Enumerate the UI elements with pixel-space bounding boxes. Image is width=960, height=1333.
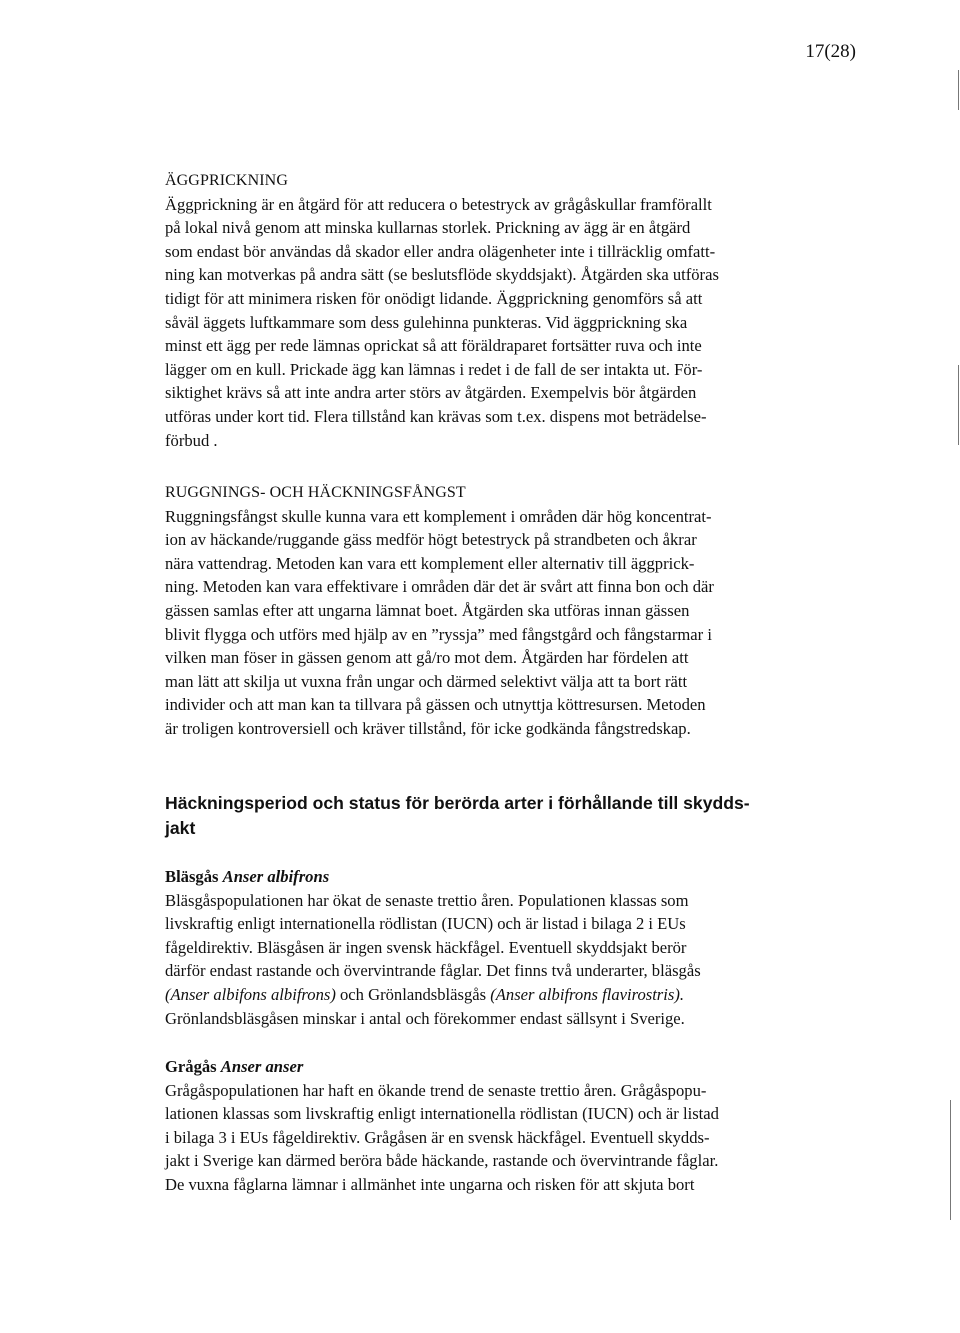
species-gragas <box>165 1055 781 1197</box>
section-title-line: Häckningsperiod och status för berörda arter i förhållande till skydds- <box>165 793 750 813</box>
paragraph-line: i bilaga 3 i EUs fågeldirektiv. Grågåsen är en svensk häckfågel. Eventuell skydds- <box>165 1127 710 1147</box>
section-ruggning <box>165 481 781 741</box>
species-name: Grågås <box>165 1057 217 1076</box>
paragraph-line: blivit flygga och utförs med hjälp av en ”ryssja” med fångstgård och fångstarmar i <box>165 624 712 644</box>
paragraph-line: vilken man föser in gässen genom att gå/ro mot dem. Åtgärden har fördelen att <box>165 648 689 668</box>
paragraph-line: Grönlandsbläsgåsen minskar i antal och förekommer endast sällsynt i Sverige. <box>165 1008 685 1028</box>
paragraph-line: ion av häckande/ruggande gäss medför högt betestryck på strandbeten och åkrar <box>165 530 697 550</box>
paragraph-line: utföras under kort tid. Flera tillstånd kan krävas som t.ex. dispens mot beträdelse- <box>165 406 707 426</box>
section-aggprickning <box>165 169 781 452</box>
paragraph-line: därför endast rastande och övervintrande fåglar. Det finns två underarter, bläsgås <box>165 961 701 981</box>
subspecies-latin: (Anser albifrons flavirostris). <box>490 984 685 1004</box>
species-latin-name: Anser albifrons <box>222 867 330 886</box>
scan-artifact <box>958 70 959 110</box>
paragraph-line: De vuxna fåglarna lämnar i allmänhet inte ungarna och risken för att skjuta bort <box>165 1174 695 1194</box>
paragraph-line: nära vattendrag. Metoden kan vara ett komplement eller alternativ till äggprick- <box>165 553 695 573</box>
scan-artifact <box>950 1100 951 1220</box>
paragraph-line <box>165 983 781 1007</box>
section-title <box>165 791 805 840</box>
paragraph-line: fågeldirektiv. Bläsgåsen är ingen svensk häckfågel. Eventuell skyddsjakt berör <box>165 937 687 957</box>
paragraph-line: tidigt för att minimera risken för onödigt lidande. Äggprickning genomförs så att <box>165 288 703 308</box>
paragraph-line: livskraftig enligt internationella rödlistan (IUCN) och är listad i bilaga 2 i EUs <box>165 914 686 934</box>
page-number: 17(28) <box>805 41 856 62</box>
heading-ruggning: RUGGNINGS- OCH HÄCKNINGSFÅNGST <box>165 484 466 501</box>
species-heading <box>165 865 781 889</box>
paragraph-line: ning kan motverkas på andra sätt (se beslutsflöde skyddsjakt). Åtgärden ska utföras <box>165 265 719 285</box>
paragraph-line: är troligen kontroversiell och kräver tillstånd, för icke godkända fångstredskap. <box>165 718 691 738</box>
paragraph-line: man lätt att skilja ut vuxna från ungar och därmed selektivt välja att ta bort rätt <box>165 671 688 691</box>
species-latin-name: Anser anser <box>220 1057 304 1076</box>
paragraph-line: Äggprickning är en åtgärd för att reducera o betestryck av grågåskullar framförallt <box>165 194 712 214</box>
paragraph-line: förbud . <box>165 430 218 450</box>
paragraph-line: Grågåspopulationen har haft en ökande trend de senaste trettio åren. Grågåspopu- <box>165 1080 707 1100</box>
species-heading <box>165 1055 781 1079</box>
subspecies-latin: (Anser albifons albifrons) <box>165 984 336 1004</box>
heading-aggprickning: ÄGGPRICKNING <box>165 172 288 189</box>
scan-artifact <box>958 365 959 445</box>
paragraph-line: siktighet krävs så att inte andra arter störs av åtgärden. Exempelvis bör åtgärden <box>165 383 697 403</box>
paragraph-line: gässen samlas efter att ungarna lämnat boet. Åtgärden ska utföras innan gässen <box>165 600 690 620</box>
paragraph-line: som endast bör användas då skador eller andra olägenheter inte i tillräcklig omfatt- <box>165 241 716 261</box>
paragraph-line: Ruggningsfångst skulle kunna vara ett komplement i områden där hög koncentrat- <box>165 506 712 526</box>
paragraph-line: ning. Metoden kan vara effektivare i områden där det är svårt att finna bon och där <box>165 577 714 597</box>
paragraph-line: jakt i Sverige kan därmed beröra både häckande, rastande och övervintrande fåglar. <box>165 1151 719 1171</box>
paragraph-line: lägger om en kull. Prickade ägg kan lämnas i redet i de fall de ser intakta ut. För- <box>165 359 703 379</box>
paragraph-line: på lokal nivå genom att minska kullarnas storlek. Prickning av ägg är en åtgärd <box>165 218 691 238</box>
paragraph-line: såväl äggets luftkammare som dess gulehinna punkteras. Vid äggprickning ska <box>165 312 688 332</box>
paragraph-line: Bläsgåspopulationen har ökat de senaste trettio åren. Populationen klassas som <box>165 890 689 910</box>
species-blasgas <box>165 865 781 1030</box>
species-name: Bläsgås <box>165 867 219 886</box>
paragraph-line: lationen klassas som livskraftig enligt internationella rödlistan (IUCN) och är listad <box>165 1104 719 1124</box>
paragraph-line: minst ett ägg per rede lämnas oprickat så att föräldraparet fortsätter ruva och inte <box>165 336 702 356</box>
paragraph-text: och Grönlandsbläsgås <box>335 984 491 1004</box>
paragraph-line: individer och att man kan ta tillvara på gässen och utnyttja köttresursen. Metoden <box>165 695 706 715</box>
section-title-line: jakt <box>165 817 196 838</box>
